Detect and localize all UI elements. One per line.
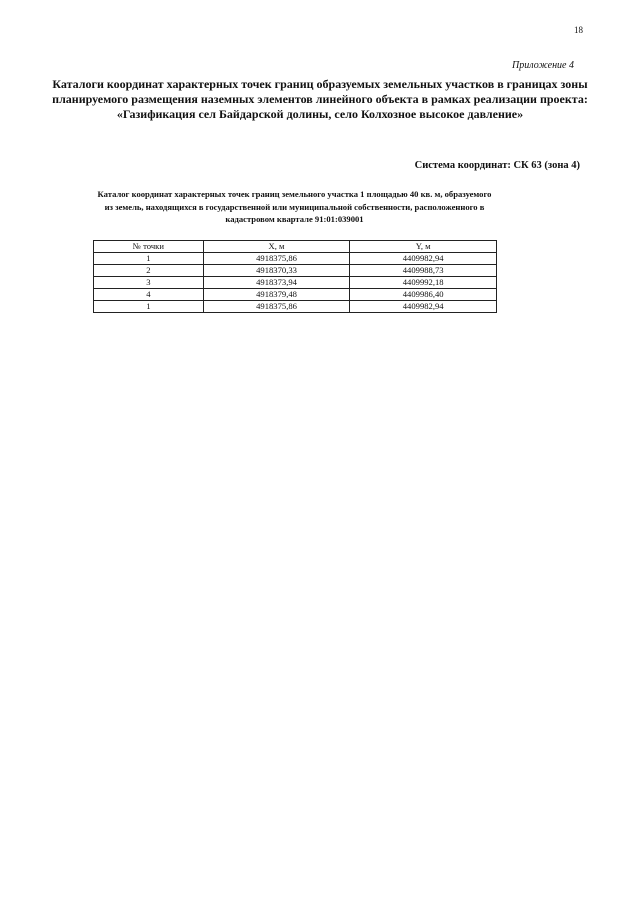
x-cell: 4918370,33: [203, 265, 350, 277]
y-cell: 4409992,18: [350, 277, 497, 289]
point-number-cell: 2: [94, 265, 204, 277]
table-row: [94, 277, 497, 289]
x-cell: 4918375,86: [203, 253, 350, 265]
page-number: 18: [574, 25, 583, 35]
point-number-cell: 1: [94, 301, 204, 313]
point-number-cell: 3: [94, 277, 204, 289]
coordinate-system: Система координат: СК 63 (зона 4): [414, 160, 580, 171]
x-cell: 4918375,86: [203, 301, 350, 313]
x-cell: 4918373,94: [203, 277, 350, 289]
point-number-cell: 1: [94, 253, 204, 265]
table-row: [94, 265, 497, 277]
table-row: [94, 301, 497, 313]
y-cell: 4409982,94: [350, 253, 497, 265]
coordinates-table: [93, 240, 497, 313]
y-cell: 4409986,40: [350, 289, 497, 301]
header-x: X, м: [203, 241, 350, 253]
document-title: Каталоги координат характерных точек границ образуемых земельных участков в границах зоны планируемого размещения наземных элементов линейного объекта в рамках реализации проекта: «Газификация сел Байдарской долины, село Колхозное высокое давление»: [52, 77, 588, 121]
point-number-cell: 4: [94, 289, 204, 301]
x-cell: 4918379,48: [203, 289, 350, 301]
catalog-title: Каталог координат характерных точек границ земельного участка 1 площадью 40 кв. м, образуемого из земель, находящихся в государственной или муниципальной собственности, расположенного в кадастровом квартале 91:01:039001: [97, 189, 492, 224]
y-cell: 4409988,73: [350, 265, 497, 277]
table-row: [94, 253, 497, 265]
table-row: [94, 289, 497, 301]
y-cell: 4409982,94: [350, 301, 497, 313]
table-header-row: [94, 241, 497, 253]
header-point-number: № точки: [94, 241, 204, 253]
appendix-label: Приложение 4: [512, 60, 574, 71]
header-y: Y, м: [350, 241, 497, 253]
